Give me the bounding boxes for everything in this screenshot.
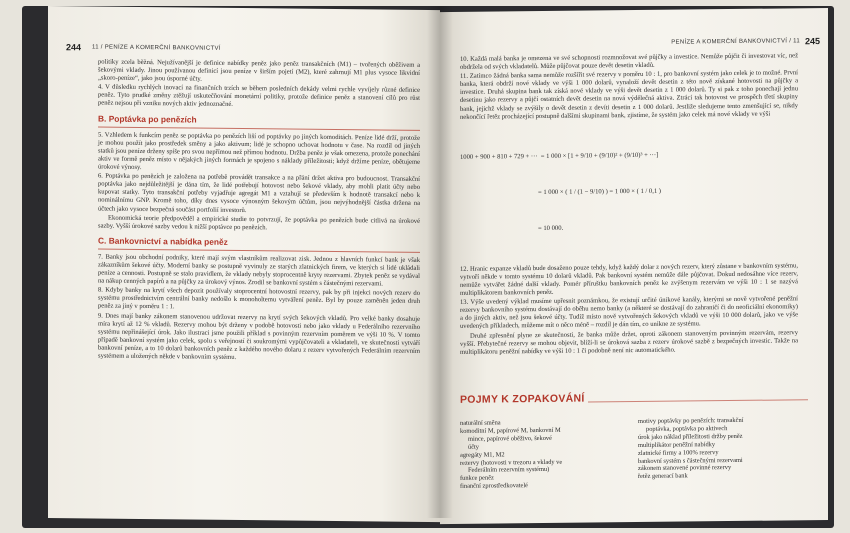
formula-line: 1000 + 900 + 810 + 729 + ··· = 1 000 × [1 + 9/10 + (9/10)² + (9/10)³ + ···] [460,151,659,161]
paragraph: 6. Poptávka po penězích je založena na potřebě provádět transakce a na přání držet aktiva pro budoucnost. Transakční poptávka jako nejdůležitější je dána tím, že lidé potřebují hotovost nebo šekové vklady, aby mohli platit účty nebo kupovat statky. Tyto transakční potřeby vyjadřuje agregát M1 a vztahují se především k hodnotě transakcí nebo k nominálnímu GNP. Kromě toho, díky dnes vysoce výnosným šekovým účtům, jsou nejvýhodnější částka držena na účtech jako vysoce bezpečná součást portfolií investorů. [98,172,420,214]
section-heading-b: B. Poptávka po penězích [98,113,197,125]
review-term: multiplikátor peněžní nabídky [638,440,716,449]
section-rule [98,248,420,252]
paragraph: 9. Dnes mají banky zákonem stanovenou udržovat rezervy na krytí svých šekových vkladů. Pro velké banky dosahuje míra krytí až 12 % vkladů. Rezervy mohou být drženy v podobě hotovosti nebo jako vklady u Federálního rezervního systému nepřinášející úrok. Jako ilustraci jsme použili příklad s povinným rezervním poměrem ve výši 10 %. V tomto případě bankovní systém jako celek, spolu s veřejností či soukromými vypůjčovateli a vkladateli, ve skutečnosti vytváří bankovní peníze, a to 10 dolarů bankovních peněz z každého nového dolaru z rezerv vytvořených Federálním rezervním systémem a uložených někde v bankovním systému. [98,312,420,361]
paragraph: 13. Výše uvedený výklad musíme upřesnit poznámkou, že existují určité únikové kanály, kterými se nově vytvořené peněžní rezervy bankovního systému dostávají do oběhu nemo banky (a některé se dostávají do zahraničí či do neoficiální ekonomiky) a do jiných aktiv, než jsou šekové účty. Tudíž místo nově vytvořených šekových vkladů ve výši 10 000 dolarů, jako ve výše uvedených příkladech, můžeme mít o něco méně – rozdíl je dán tím, co unikne ze systému. [460,295,798,331]
review-term: rezervy (hotovosti v trezoru a vklady ve [460,458,563,467]
review-columns [460,416,810,491]
review-term: komoditní M, papírové M, bankovní M [460,426,561,435]
review-term: motivy poptávky po penězích: transakční [638,416,744,425]
formula-block [460,124,798,260]
running-header-left: 11 / PENÍZE A KOMERČNÍ BANKOVNICTVÍ [92,44,221,52]
book-spread [22,6,834,528]
review-term: mince, papírové oběživo, šekové [468,434,552,443]
review-term: agregáty M1, M2 [460,451,505,459]
review-term: účty [468,443,480,451]
right-text-column [460,52,798,357]
paragraph: 10. Každá malá banka je omezena ve své schopnosti rozmnožovat své půjčky a investice. Nemůže půjčit či investovat víc, než obdržela od svých vkladatelů. Může půjčovat pouze devět desetin vkladů. [460,52,798,71]
review-title: POJMY K ZOPAKOVÁNÍ [460,392,585,406]
paragraph: 4. V důsledku rychlých inovací na finančních trzích se během posledních dekády velmi rychle vyvíjely různé definice peněz. Tyto prudké změny ztěžují uskutečňování monetární politiky, protože definice peněz a stanovení cílů pro růst peněz nejsou při vzniku nových aktiv jednoznačné. [98,83,420,109]
page-number-right: 245 [804,36,820,47]
paragraph: politiky zcela běžná. Nejužívanější je definice nabídky peněz jako peněz transakčních (M1) – tvořených oběživem a šekovými vklady. Jinou používanou definicí jsou peníze v širším pojetí (M2), které zahrnují M1 plus vysoce likvidní „skoro-peníze“, jako jsou úsporné účty. [98,58,420,83]
review-term: řetěz generací bank [638,472,688,481]
paragraph: Druhé zpřesnění plyne ze skutečnosti, že banka může držet, oproti zákonem stanoveným povinným rezervám, rezervy vyšší. Přebytečné rezervy se mohou objevit, blíží-li se úroková sazba z rezerv úrokové sazbě z bezpečných investic. Takže na multiplikátoru peněžní nabídky ve výši 10 : 1 či podobně není nic automatického. [460,328,798,356]
left-page [48,6,440,522]
review-term: bankovní systém s částečnými rezervami [638,456,743,465]
paragraph: Ekonomická teorie předpověděl a empirické studie to potvrzují, že poptávka po penězích bude citlivá na úrokové sazby. Vyšší úrokové sazby vedou k nižší poptávce po penězích. [98,214,420,231]
review-term: finanční zprostředkovatelé [460,482,528,491]
review-term: zákonem stanovené povinné rezervy [638,464,732,473]
review-column-2 [638,416,810,481]
left-text-column [98,59,420,365]
formula-line: = 1 000 × ( 1 / (1 − 9/10) ) = 1 000 × ( 1 / 0,1 ) [538,187,661,196]
review-term: funkce peněz [460,474,494,483]
review-column-1 [460,418,630,491]
right-page [440,8,828,524]
review-term: zlatnické firmy a 100% rezervy [638,448,719,457]
page-number-left: 244 [66,42,82,53]
paragraph: 7. Banky jsou obchodní podniky, které mají svým vlastníkům realizovat zisk. Jednou z hlavních funkcí bank je však zákazníkům šekové účty. Moderní banky se postupně vyvinuly ze starých zlatnických firem, ve kterých si lidé ukládali peníze a cennosti. Postupně se stalo pravidlem, že vklady nebyly stoprocentně kryty rezervami. Zbytek peněz se vydával na nákup cenných papírů a na půjčky za úrokový výnos. Zrodil se bankovní systém s částečnými rezervami. [98,253,420,288]
review-term: Federálním rezervním systému) [468,466,550,475]
running-header-right: PENÍZE A KOMERČNÍ BANKOVNICTVÍ / 11 [671,38,800,46]
review-terms-box [460,390,810,491]
paragraph: 12. Hranic expanze vkladů bude dosaženo pouze tehdy, když každý dolar z nových rezerv, který zůstane v bankovním systému, vytvoří někde v tomto systému 10 dolarů vkladů. Pak bankovní systém nemůže dále půjčovat. Dokud nedosáhne více rezerv, nemůže vytvářet žádné další vklady. Pomér příruštku bankovních peněz ke zvýšenym rezervám ve výši 10 : 1 se nazývá multiplikátorem bankovních peněz. [460,262,798,297]
review-term: úrok jako náklad příležitosti držby peněz [638,432,743,441]
review-term: naturální směna [460,419,501,427]
paragraph: 5. Vzhledem k funkcím peněz se poptávka po penězích liší od poptávky po jiných komoditách. Peníze lidé drží, protože je mohou použít jako prostředek směny a jako aktivum; lidé je schopno uchovat hodnotu v čase. Na rozdíl od jiných statků jsou peníze drženy spíše pro svou nepřímou než přímou hodnotu. Držba peněz je však omezena, protože ponechání aktiv ve formě peněz místo v nějakých jiných formách je spojeno s náklady příležitosti; když držíme peníze, obětujeme úrokové výnosy. [98,131,420,172]
formula-line: = 10 000. [538,224,564,232]
section-rule [98,126,420,130]
review-term: poptávka, poptávka po aktivech [646,424,728,433]
paragraph: 8. Kdyby banky na krytí všech depozit používaly stoprocentní hotovostní rezervy, pak by při injekci nových rezerv do systému prostřednictvím centrální banky nedošlo k monoholtemu vytváření peněz. Byl by pouze zaměněn jeden druh peněz za jiný v poměru 1 : 1. [98,286,420,311]
paragraph: 11. Zatímco žádná banka sama nemůže rozšířit své rezervy v poměru 10 : 1, pro bankovní systém jako celek je to možné. První banka, která obdrží nové vklady ve výši 1 000 dolarů, vynaloží devět desetin z této nově získané hotovosti na půjčky a investice. Druhá skupina bank tak získá nové vklady ve výši devět desetin z 1 000 dolarů. Ty si pak z toho ponechají jednu desetinu jako rezervy a půjčí ostatních devět desetin na nová výdělečná aktiva. Ztrácí tak hotovost ve prospěch třetí skupiny bank, jejichž vklady se zvýšily o devět desetin z devíti desetin z 1 000 dolarů. Jestliže sledujeme tento zmenšující se, nikdy nekončící řetěz procházející postupně dalšími skupinami bank, zjistíme, že systém jako celek má nové vklady ve výši [460,69,798,121]
section-heading-c: C. Bankovnictví a nabídka peněz [98,235,228,247]
